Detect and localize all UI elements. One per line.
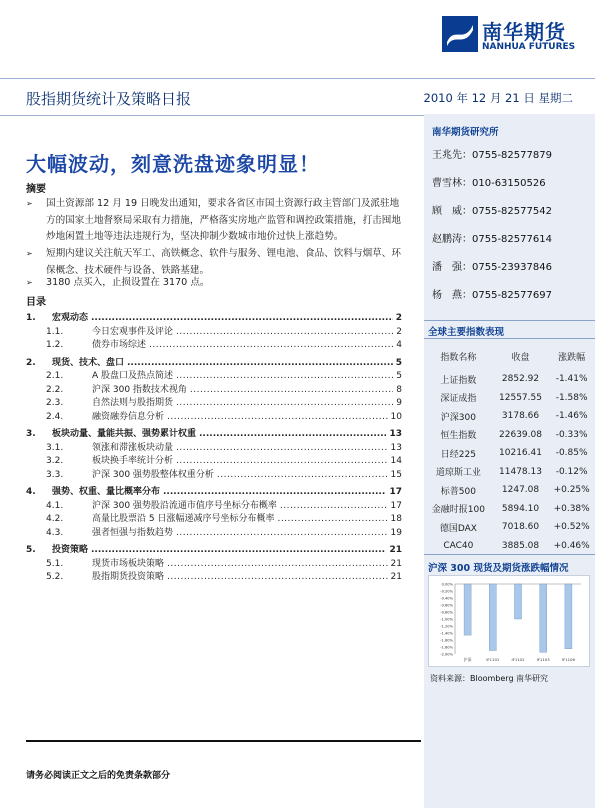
header-cell: 涨跌幅: [558, 352, 586, 363]
toc-leader: [176, 442, 388, 456]
index-row: [424, 389, 595, 408]
contact-entry: [432, 202, 552, 217]
toc-number: 4.3.: [46, 527, 64, 538]
toc-title: 领涨和滞涨板块动量: [92, 442, 174, 453]
toc-page: 15: [390, 469, 402, 480]
futures-change-chart: [428, 575, 590, 667]
toc-title: 强势、权重、量比概率分布: [52, 487, 161, 497]
toc-title: 板块换手率统计分析: [92, 456, 174, 466]
toc-number: 1.: [26, 313, 36, 323]
y-tick-label: -0.40%: [440, 596, 453, 601]
y-tick-label: -2.00%: [440, 652, 453, 657]
toc-page: 21: [389, 545, 402, 555]
contact-phone: 0755-82577697: [472, 290, 552, 301]
toc-number: 3.: [26, 429, 36, 439]
contact-name: 潘 强：: [432, 262, 472, 273]
summary-bullet: [26, 275, 408, 292]
toc-title: A 股盘口及热点简述: [92, 371, 174, 381]
contact-name: 顾 威：: [432, 206, 472, 217]
index-close: 7018.60: [501, 522, 540, 533]
institute-name: 南华期货研究所: [432, 127, 499, 138]
x-tick-label: IF1103: [536, 657, 550, 662]
footer-rule: [26, 740, 421, 742]
index-change: -0.33%: [555, 429, 588, 440]
toc-page: 4: [396, 340, 402, 350]
toc-page: 2: [395, 313, 402, 323]
index-row: [424, 481, 595, 500]
toc-number: 2.4.: [46, 411, 64, 422]
toc-number: 4.: [26, 487, 36, 497]
toc-entry[interactable]: [26, 428, 402, 442]
toc-number: 2.2.: [46, 384, 64, 395]
index-name: 日经225: [440, 449, 476, 460]
toc-leader: [163, 486, 386, 500]
toc-page: 17: [390, 500, 402, 511]
toc-entry[interactable]: [26, 486, 402, 500]
divider: [424, 320, 595, 321]
index-change: -0.12%: [555, 466, 588, 477]
toc-number: 4.1.: [46, 500, 64, 511]
toc-entry[interactable]: [26, 339, 402, 353]
index-close: 3885.08: [501, 540, 540, 551]
index-name: 上证指数: [440, 375, 477, 386]
bar-chart-svg: [429, 576, 589, 666]
toc-title: 现货、技术、盘口: [52, 357, 125, 368]
toc-title: 板块动量、量能共振、强势累计权重: [52, 429, 197, 439]
toc-page: 14: [390, 456, 402, 466]
toc-leader: [217, 469, 388, 483]
index-change: +0.38%: [553, 503, 590, 514]
contact-entry: [432, 230, 552, 245]
index-table: [424, 342, 595, 555]
toc-title: 自然法则与股指期货: [92, 398, 174, 408]
toc-entry[interactable]: [26, 411, 402, 425]
contact-entry: [432, 146, 552, 161]
toc-page: 19: [390, 527, 402, 538]
index-change: +0.25%: [553, 485, 590, 496]
contact-name: 曹雪林：: [432, 178, 472, 189]
index-change: -1.46%: [555, 411, 588, 422]
disclaimer-note: 请务必阅读正文之后的免责条款部分: [26, 771, 171, 781]
toc-leader: [199, 428, 386, 442]
index-name: 标普500: [440, 486, 476, 497]
bar: [489, 584, 496, 651]
contact-phone: 0755-82577542: [472, 206, 552, 217]
toc-entry[interactable]: [26, 357, 402, 371]
index-row: [424, 500, 595, 519]
x-tick-label: IF1102: [511, 657, 525, 662]
index-change: -1.58%: [555, 392, 588, 403]
header-cell: 指数名称: [440, 352, 477, 363]
toc-number: 3.2.: [46, 456, 64, 466]
toc-number: 5.: [26, 545, 36, 555]
toc-page: 5: [396, 371, 402, 381]
toc-entry[interactable]: [26, 384, 402, 398]
brand-name-cn: 南华期货: [482, 20, 566, 44]
toc-page: 17: [389, 487, 402, 497]
bar: [565, 584, 572, 649]
toc-page: 13: [390, 442, 402, 453]
bar: [514, 584, 521, 619]
toc-entry[interactable]: [26, 442, 402, 456]
index-close: 5894.10: [501, 503, 540, 514]
toc-leader: [91, 544, 386, 558]
index-row: [424, 537, 595, 556]
toc-page: 10: [390, 411, 402, 422]
y-tick-label: -0.80%: [440, 610, 453, 615]
chart-source: 资料来源：Bloomberg 南华研究: [430, 674, 549, 683]
toc-leader: [127, 357, 393, 371]
toc-page: 8: [396, 384, 402, 395]
toc-entry[interactable]: [26, 544, 402, 558]
toc-title: 沪深 300 强势股整体权重分析: [92, 469, 214, 480]
toc-title: 现货市场板块策略: [92, 558, 165, 569]
contact-entry: [432, 258, 552, 273]
bullet-text: 3180 点买入，止损设置在 3170 点。: [46, 277, 210, 288]
toc-title: 今日宏观事件及评论: [92, 326, 174, 337]
toc-page: 21: [390, 572, 402, 582]
index-close: 12557.55: [499, 392, 542, 403]
toc-number: 2.: [26, 357, 36, 368]
nanhua-logo-icon: [442, 16, 478, 52]
index-name: 德国DAX: [439, 523, 477, 534]
summary-label: 摘要: [26, 184, 46, 195]
divider: [424, 338, 595, 339]
contact-entry: [432, 286, 552, 301]
divider: [424, 554, 595, 555]
bullet-arrow-icon: ➢: [26, 199, 33, 208]
toc-title: 股指期货投资策略: [92, 572, 165, 582]
index-name: 沪深300: [440, 412, 476, 423]
index-row: [424, 407, 595, 426]
toc-title: 沪深 300 指数技术视角: [92, 384, 187, 395]
toc-entry[interactable]: [26, 370, 402, 384]
index-close: 11478.13: [499, 466, 542, 477]
toc-page: 13: [389, 429, 402, 439]
toc-leader: [167, 411, 388, 425]
toc-page: 21: [390, 558, 402, 569]
toc-number: 1.2.: [46, 340, 64, 350]
toc-title: 宏观动态: [52, 313, 89, 323]
contact-phone: 0755-82577879: [472, 150, 552, 161]
toc-page: 9: [396, 398, 402, 408]
toc-leader: [277, 513, 387, 527]
contact-name: 赵鹏涛：: [432, 234, 472, 245]
toc-number: 5.1.: [46, 558, 64, 569]
index-close: 10216.41: [499, 448, 542, 459]
toc-title: 融资融券信息分析: [92, 411, 165, 422]
x-tick-label: 沪深: [463, 657, 472, 662]
y-tick-label: -1.00%: [440, 617, 453, 622]
toc-number: 2.1.: [46, 371, 64, 381]
toc-leader: [167, 571, 388, 585]
index-change: +0.52%: [553, 522, 590, 533]
toc-entry[interactable]: [26, 312, 402, 326]
toc-entry[interactable]: [26, 513, 402, 527]
toc-entry[interactable]: [26, 571, 402, 585]
y-tick-label: -0.60%: [440, 603, 453, 608]
index-close: 3178.66: [501, 411, 540, 422]
contact-name: 杨 燕：: [432, 290, 472, 301]
index-name: CAC40: [443, 540, 474, 551]
brand-logo: [442, 16, 582, 58]
toc-leader: [176, 326, 393, 340]
chart-title: 沪深 300 现货及期货涨跌幅情况: [428, 563, 569, 574]
toc-leader: [91, 312, 393, 326]
bar: [540, 584, 547, 652]
x-tick-label: IF1101: [486, 657, 500, 662]
contact-entry: [432, 174, 546, 189]
report-title: 股指期货统计及策略日报: [26, 90, 192, 108]
toc-number: 2.3.: [46, 398, 64, 408]
toc-leader: [280, 500, 388, 514]
toc-title: 投资策略: [52, 545, 89, 555]
index-table-header: [424, 342, 595, 370]
y-tick-label: -1.60%: [440, 638, 453, 643]
header-cell: 收盘: [511, 352, 530, 363]
toc-number: 1.1.: [46, 326, 64, 337]
toc-entry[interactable]: [26, 558, 402, 572]
x-tick-label: IF1106: [561, 657, 575, 662]
index-row: [424, 444, 595, 463]
index-name: 金融时报100: [431, 505, 485, 516]
toc-title: 沪深 300 强势股沿流通市值序号坐标分布概率: [92, 500, 277, 511]
bullet-arrow-icon: ➢: [26, 278, 33, 287]
toc-entry[interactable]: [26, 469, 402, 483]
index-name: 道琼斯工业: [435, 468, 481, 479]
table-of-contents: [26, 308, 402, 585]
toc-title: 强者恒强与指数趋势: [92, 527, 174, 538]
toc-leader: [167, 558, 388, 572]
y-tick-label: 0.00%: [441, 582, 453, 587]
index-name: 深证成指: [440, 394, 477, 405]
toc-page: 2: [396, 326, 402, 337]
toc-leader: [149, 339, 393, 353]
toc-leader: [176, 455, 388, 469]
summary-bullet: [26, 196, 408, 246]
index-change: +0.46%: [553, 540, 590, 551]
y-tick-label: -1.20%: [440, 624, 453, 629]
toc-number: 4.2.: [46, 514, 64, 524]
contact-phone: 010-63150526: [472, 178, 546, 189]
index-change: -0.85%: [555, 448, 588, 459]
toc-number: 3.1.: [46, 442, 64, 453]
index-change: -1.41%: [555, 374, 588, 385]
toc-page: 5: [395, 357, 402, 368]
headline: 大幅波动，刻意洗盘迹象明显！: [26, 152, 320, 176]
contact-phone: 0755-23937846: [472, 262, 552, 273]
toc-title: 高量比股票沿 5 日涨幅递减序号坐标分布概率: [92, 514, 275, 524]
report-date: 2010 年 12 月 21 日 星期二: [423, 91, 573, 105]
bar: [464, 584, 471, 635]
index-row: [424, 518, 595, 537]
toc-number: 3.3.: [46, 469, 64, 480]
index-name: 恒生指数: [440, 431, 477, 442]
contact-name: 王兆先：: [432, 150, 472, 161]
index-row: [424, 426, 595, 445]
toc-leader: [176, 397, 393, 411]
contact-phone: 0755-82577614: [472, 234, 552, 245]
toc-entry[interactable]: [26, 326, 402, 340]
toc-title: 债券市场综述: [92, 340, 147, 350]
toc-entry[interactable]: [26, 527, 402, 541]
index-row: [424, 370, 595, 389]
toc-entry[interactable]: [26, 500, 402, 514]
bullet-text: 国土资源部 12 月 19 日晚发出通知，要求各省区市国土资源行政主管部门及派驻地方的国家土地督察局采取有力措施，严格落实房地产监管和调控政策措施，打击囤地炒地闲置土地等违法违规行为，坚决抑制少数城市地价过快上涨趋势。: [46, 198, 401, 242]
toc-number: 5.2.: [46, 572, 64, 582]
y-tick-label: -1.40%: [440, 631, 453, 636]
index-close: 1247.08: [501, 485, 540, 496]
index-close: 22639.08: [499, 429, 542, 440]
bullet-text: 短期内建议关注航天军工、高铁概念、软件与服务、锂电池、食品、饮料与烟草、环保概念、技术硬件与设备、铁路基建。: [46, 248, 401, 276]
toc-leader: [176, 370, 393, 384]
brand-name-en: NANHUA FUTURES: [482, 42, 576, 52]
index-close: 2852.92: [501, 374, 540, 385]
y-tick-label: -0.20%: [440, 589, 453, 594]
index-row: [424, 463, 595, 482]
toc-label: 目录: [26, 297, 46, 308]
toc-entry[interactable]: [26, 397, 402, 411]
toc-leader: [190, 384, 393, 398]
bullet-arrow-icon: ➢: [26, 249, 33, 258]
toc-entry[interactable]: [26, 455, 402, 469]
y-tick-label: -1.80%: [440, 645, 453, 650]
index-table-title: 全球主要指数表现: [428, 327, 505, 338]
toc-page: 18: [390, 514, 402, 524]
toc-leader: [176, 527, 388, 541]
